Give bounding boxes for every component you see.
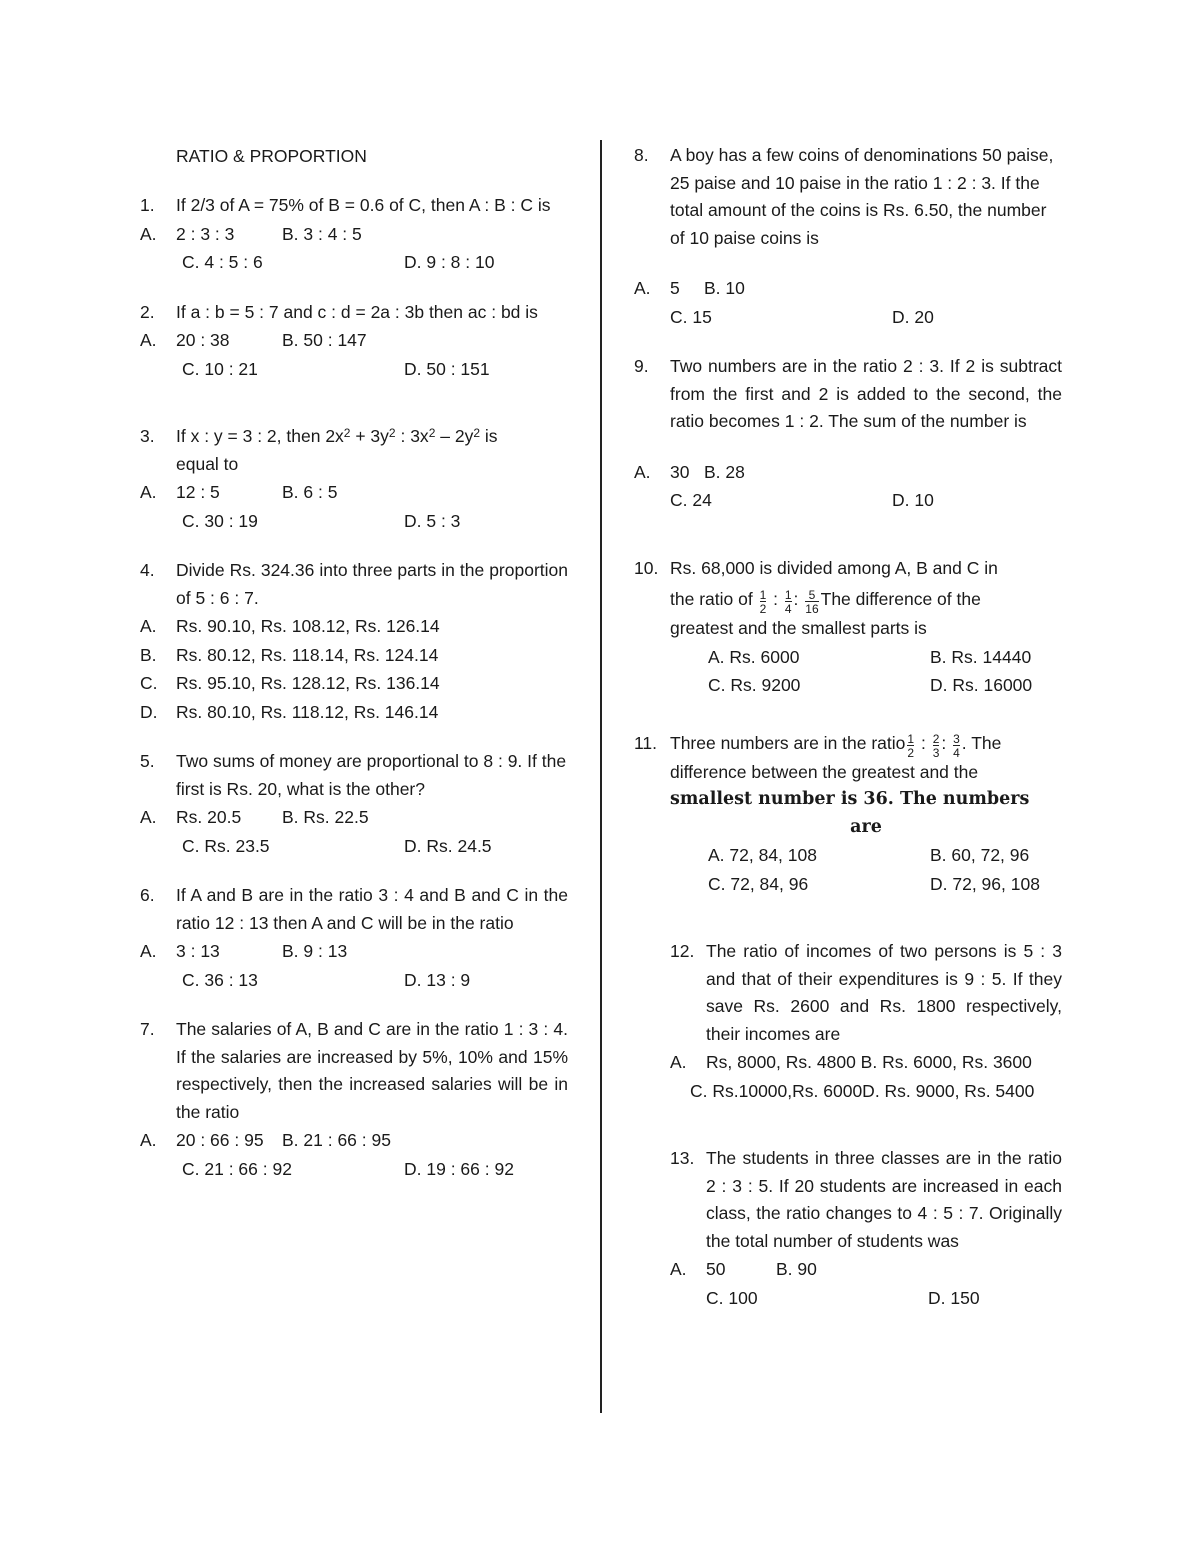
question-4 xyxy=(140,557,568,726)
question-11 xyxy=(634,730,1062,899)
option-label: D. xyxy=(140,701,158,722)
question-7 xyxy=(140,1016,568,1183)
question-text: Three numbers are in the ratio $\frac{1}{2}$ : $\frac{2}{3}$ : $\frac{3}{4}$ . The difference between the greatest and the smallest number is 36. The numbers are xyxy=(670,731,1030,837)
option-c: Rs. 95.10, Rs. 128.12, Rs. 136.14 xyxy=(176,673,440,693)
fraction: $\frac{1}{2}$ xyxy=(907,731,915,760)
option-a: 30 xyxy=(670,461,690,482)
question-2 xyxy=(140,299,568,384)
option-c-d: C. Rs.10000,Rs. 6000D. Rs. 9000, Rs. 5400 xyxy=(690,1080,1035,1101)
option-a: 50 xyxy=(706,1259,726,1279)
option-d: D. 10 xyxy=(892,490,934,510)
question-number: 8. xyxy=(634,145,649,165)
option-d: D. 19 : 66 : 92 xyxy=(404,1158,514,1179)
question-13 xyxy=(634,1145,1062,1312)
option-a: 5 xyxy=(670,278,680,298)
option-b: B. 50 : 147 xyxy=(282,330,367,350)
question-text: The ratio of incomes of two persons is 5 : 3 and that of their expenditures is 9 : 5. If they save Rs. 2600 and Rs. 1800 respectively, their incomes are xyxy=(706,941,1062,1044)
option-c: C. 21 : 66 : 92 xyxy=(182,1158,292,1179)
question-number: 4. xyxy=(140,560,155,580)
question-number: 13. xyxy=(670,1148,695,1168)
option-a: A. 72, 84, 108 xyxy=(708,845,817,865)
option-label: A. xyxy=(140,941,157,961)
option-d: D. 13 : 9 xyxy=(404,969,471,990)
option-b: B. 60, 72, 96 xyxy=(930,845,1030,865)
question-number: 1. xyxy=(140,195,155,215)
question-5 xyxy=(140,748,568,860)
question-text: Rs. 68,000 is divided among A, B and C in the ratio of $\frac{1}{2}$ : $\frac{1}{4}$ : $\frac{5}{16}$ The difference of the greatest and the smallest parts is xyxy=(670,557,998,638)
question-text: If a : b = 5 : 7 and c : d = 2a : 3b then ac : bd is xyxy=(176,301,538,322)
option-a: Rs. 90.10, Rs. 108.12, Rs. 126.14 xyxy=(176,616,440,636)
option-c: C. 10 : 21 xyxy=(182,358,258,379)
option-d: D. 50 : 151 xyxy=(404,358,490,379)
option-d: D. 5 : 3 xyxy=(404,510,461,531)
fraction: $\frac{1}{4}$ xyxy=(784,588,792,616)
question-number: 6. xyxy=(140,885,155,905)
option-c: C. 72, 84, 96 xyxy=(708,873,809,894)
question-text: If 2/3 of A = 75% of B = 0.6 of C, then A : B : C is xyxy=(176,195,551,215)
option-d: D. 150 xyxy=(928,1287,980,1308)
option-a-b: Rs, 8000, Rs. 4800 B. Rs. 6000, Rs. 3600 xyxy=(706,1052,1032,1072)
option-label: B. xyxy=(140,644,157,665)
option-b: B. 21 : 66 : 95 xyxy=(282,1130,391,1150)
option-a: 20 : 66 : 95 xyxy=(176,1130,264,1150)
option-label: A. xyxy=(140,1130,157,1150)
option-c: C. Rs. 9200 xyxy=(708,675,801,695)
option-label: A. xyxy=(634,461,651,482)
option-b: B. 3 : 4 : 5 xyxy=(282,223,362,244)
option-label: A. xyxy=(140,807,157,827)
option-d: D. Rs. 24.5 xyxy=(404,835,492,856)
question-9 xyxy=(634,353,1062,515)
question-3 xyxy=(140,423,568,535)
option-c: C. 100 xyxy=(706,1287,758,1308)
option-a: Rs. 20.5 xyxy=(176,807,242,827)
option-label: A. xyxy=(634,278,651,298)
right-column xyxy=(634,142,1062,1312)
option-c: C. 24 xyxy=(670,490,712,510)
option-d: D. Rs. 16000 xyxy=(930,675,1033,695)
question-10 xyxy=(634,555,1062,700)
option-a: 20 : 38 xyxy=(176,330,230,350)
question-8 xyxy=(634,142,1062,331)
option-b: B. 9 : 13 xyxy=(282,941,348,961)
question-number: 3. xyxy=(140,426,155,446)
option-b: B. Rs. 22.5 xyxy=(282,807,369,827)
option-c: C. 36 : 13 xyxy=(182,969,258,990)
left-column xyxy=(140,142,568,1183)
question-text: A boy has a few coins of denominations 50 paise, 25 paise and 10 paise in the ratio 1 : 2 : 3. If the total amount of the coins is Rs. 6.50, the number of 10 paise coins is xyxy=(670,145,1054,248)
option-b: Rs. 80.12, Rs. 118.14, Rs. 124.14 xyxy=(176,644,439,665)
fraction: $\frac{1}{2}$ xyxy=(759,588,767,616)
option-a: 2 : 3 : 3 xyxy=(176,223,235,244)
option-b: B. 28 xyxy=(704,461,745,482)
question-text: If x : y = 3 : 2, then $2x^2 + 3y^2$ : $3x^2 - 2y^2$ is equal to xyxy=(176,426,498,474)
option-a: 3 : 13 xyxy=(176,941,220,961)
question-6 xyxy=(140,882,568,994)
fraction: $\frac{5}{16}$ xyxy=(805,588,819,616)
option-label: A. xyxy=(670,1052,687,1072)
option-c: C. 15 xyxy=(670,306,712,327)
option-c: C. 4 : 5 : 6 xyxy=(182,252,263,272)
option-a: A. Rs. 6000 xyxy=(708,646,800,667)
option-c: C. 30 : 19 xyxy=(182,510,258,531)
option-d: Rs. 80.10, Rs. 118.12, Rs. 146.14 xyxy=(176,701,439,722)
question-number: 11. xyxy=(634,732,658,753)
question-text: Two numbers are in the ratio 2 : 3. If 2 is subtract from the first and 2 is added to the second, the ratio becomes 1 : 2. The sum of the number is xyxy=(670,356,1062,431)
option-b: B. Rs. 14440 xyxy=(930,646,1032,667)
option-b: B. 10 xyxy=(704,278,745,298)
question-number: 12. xyxy=(670,941,695,961)
option-label: A. xyxy=(670,1259,687,1279)
question-number: 10. xyxy=(634,557,659,578)
question-text: The students in three classes are in the ratio 2 : 3 : 5. If 20 students are increased in each class, the ratio changes to 4 : 5 : 7. Originally the total number of students was xyxy=(706,1148,1062,1251)
question-text: The salaries of A, B and C are in the ratio 1 : 3 : 4. If the salaries are increased by 5%, 10% and 15% respectively, then the increased salaries will be in the ratio xyxy=(176,1019,568,1122)
option-d: D. 9 : 8 : 10 xyxy=(404,252,495,272)
fraction: $\frac{3}{4}$ xyxy=(953,731,960,760)
fraction: $\frac{2}{3}$ xyxy=(932,731,940,760)
question-12 xyxy=(634,938,1062,1105)
option-d: D. 72, 96, 108 xyxy=(930,873,1040,894)
option-label: A. xyxy=(140,482,157,502)
option-d: D. 20 xyxy=(892,306,934,327)
option-label: A. xyxy=(140,223,157,244)
option-label: C. xyxy=(140,673,158,693)
question-number: 7. xyxy=(140,1019,155,1039)
question-number: 5. xyxy=(140,751,155,771)
option-label: A. xyxy=(140,330,157,350)
page-title: RATIO & PROPORTION xyxy=(176,146,367,166)
question-number: 2. xyxy=(140,301,155,322)
question-number: 9. xyxy=(634,356,649,376)
column-divider xyxy=(600,140,602,1413)
option-a: 12 : 5 xyxy=(176,482,220,502)
option-b: B. 90 xyxy=(776,1259,817,1279)
option-c: C. Rs. 23.5 xyxy=(182,835,270,856)
question-text: Divide Rs. 324.36 into three parts in the proportion of 5 : 6 : 7. xyxy=(176,560,568,608)
question-text: Two sums of money are proportional to 8 : 9. If the first is Rs. 20, what is the other? xyxy=(176,751,567,799)
question-1 xyxy=(140,192,568,277)
option-b: B. 6 : 5 xyxy=(282,482,338,502)
option-label: A. xyxy=(140,616,157,636)
question-text: If A and B are in the ratio 3 : 4 and B and C in the ratio 12 : 13 then A and C will be in the ratio xyxy=(176,885,568,933)
